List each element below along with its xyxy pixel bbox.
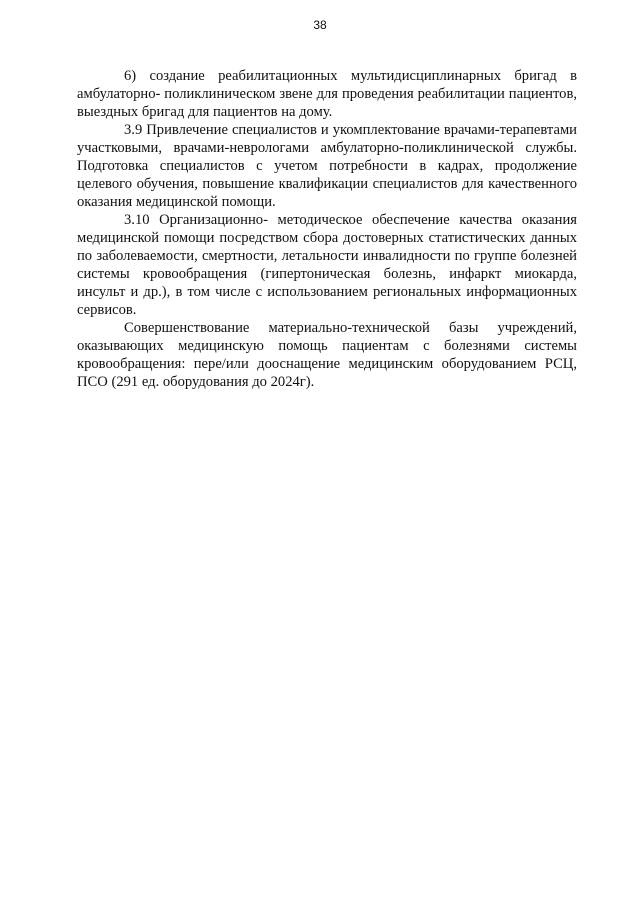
paragraph-methodological-support: 3.10 Организационно- методическое обеспечение качества оказания медицинской помощи посредством сбора достоверных статистических данных по заболеваемости, смертности, летальности инвалидности по группе болезней системы кровообращения (гипертоническая болезнь, инфаркт миокарда, инсульт и др.), в том числе с использованием региональных информационных сервисов. — [77, 212, 577, 318]
page-number: 38 — [313, 18, 327, 32]
document-body — [77, 67, 577, 391]
paragraph-staffing: 3.9 Привлечение специалистов и укомплектование врачами-терапевтами участковыми, врачами-неврологами амбулаторно-поликлинической службы. Подготовка специалистов с учетом потребности в кадрах, продолжение целевого обучения, повышение квалификации специалистов для качественного оказания медицинской помощи. — [77, 122, 577, 210]
paragraph-equipment: Совершенствование материально-технической базы учреждений, оказывающих медицинскую помощь пациентам с болезнями системы кровообращения: пере/или дооснащение медицинским оборудованием РСЦ, ПСО (291 ед. оборудования до 2024г). — [77, 320, 577, 390]
paragraph-rehabilitation-teams: 6) создание реабилитационных мультидисциплинарных бригад в амбулаторно- поликлиническом звене для проведения реабилитации пациентов, выездных бригад для пациентов на дому. — [77, 68, 577, 120]
